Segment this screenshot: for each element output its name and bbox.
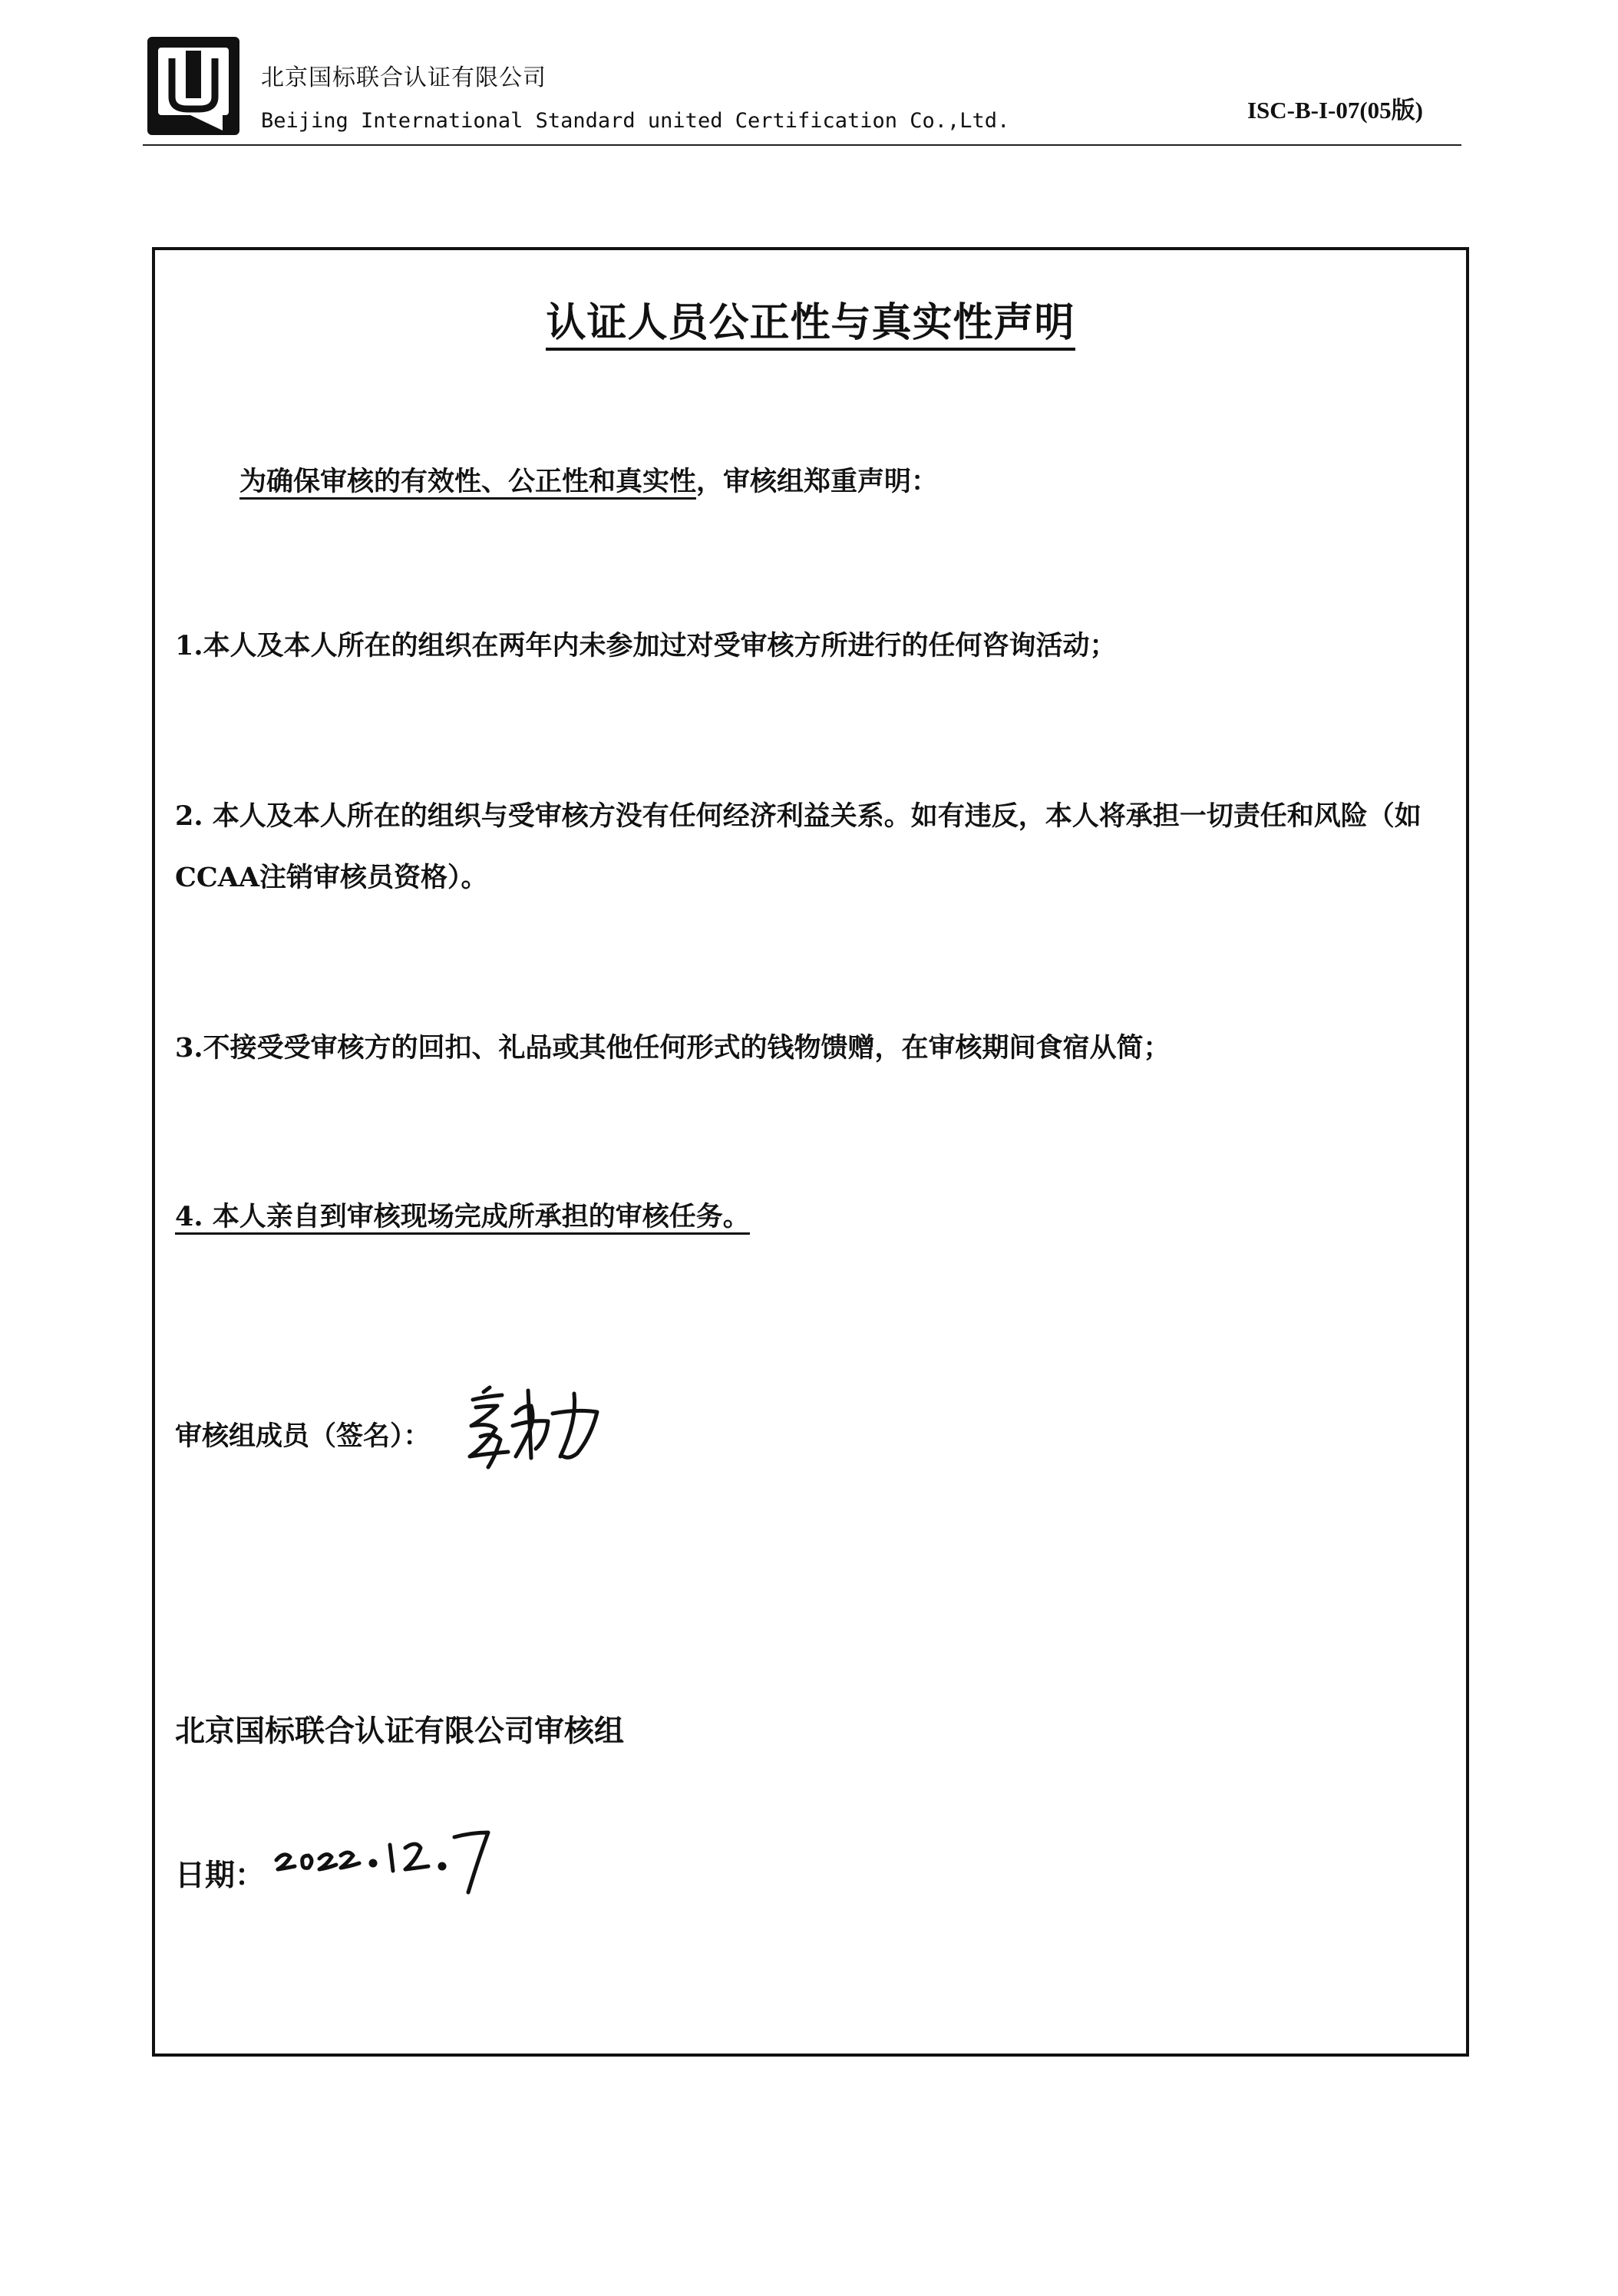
declaration-item-4 <box>175 1186 750 1248</box>
declaration-item-3: 3.不接受受审核方的回扣、礼品或其他任何形式的钱物馈赠，在审核期间食宿从简； <box>175 1032 1171 1064</box>
company-logo <box>143 32 244 140</box>
document-title <box>155 290 1466 348</box>
declaration-item-2: 2. 本人及本人所在的组织与受审核方没有任何经济利益关系。如有违反，本人将承担一切责任和风险（如CCAA注销审核员资格）。 <box>175 800 1422 893</box>
handwritten-signature <box>462 1383 616 1483</box>
signature-label: 审核组成员（签名）： <box>175 1420 431 1452</box>
intro-underlined-text: 为确保审核的有效性、公正性和真实性 <box>239 466 696 500</box>
intro-paragraph <box>239 451 938 513</box>
declaration-item-1: 1.本人及本人所在的组织在两年内未参加过对受审核方所进行的任何咨询活动； <box>175 630 1117 661</box>
declaration-frame <box>152 247 1469 2057</box>
intro-rest-text: ，审核组郑重声明： <box>696 466 939 497</box>
date-label: 日期： <box>175 1858 266 1893</box>
document-code: ISC-B-I-07(05版) <box>1247 97 1423 124</box>
header-divider <box>143 144 1461 146</box>
company-name-cn: 北京国标联合认证有限公司 <box>261 64 546 91</box>
company-name-en: Beijing International Standard united Certification Co.,Ltd. <box>261 109 1010 133</box>
declaration-item-4-text: 4. 本人亲自到审核现场完成所承担的审核任务。 <box>175 1201 750 1235</box>
organization-name: 北京国标联合认证有限公司审核组 <box>175 1714 625 1749</box>
title-text: 认证人员公正性与真实性声明 <box>546 300 1075 351</box>
handwritten-date <box>270 1819 516 1903</box>
